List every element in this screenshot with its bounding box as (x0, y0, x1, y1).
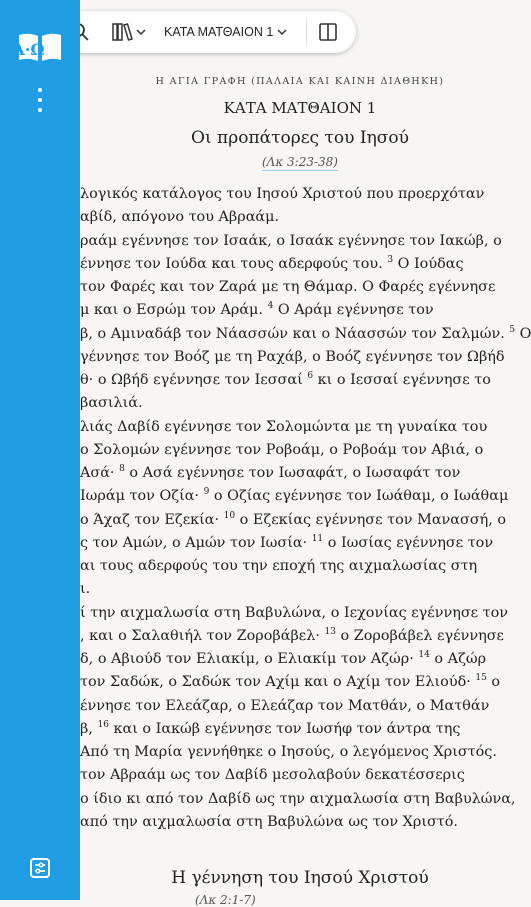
app-logo-icon[interactable] (12, 30, 65, 64)
verse-text: , και ο Σαλαθιήλ τον Ζοροβάβελ· (80, 627, 325, 644)
section-title: Οι προπάτορες του Ιησού (191, 128, 409, 148)
columns-icon (318, 22, 338, 42)
verse-text: ο Εζεκίας εγέννησε τον Μανασσή, ο (235, 511, 507, 528)
chapter-selector-button[interactable] (164, 11, 299, 53)
verse-number: 10 (223, 510, 236, 521)
verse-text: κι ο Ιεσσαί εγέννησε το (313, 372, 491, 388)
chevron-down-icon (277, 27, 287, 37)
verse-text: ο Ζοροβάβελ εγέννησε (335, 627, 504, 644)
verse-number: 4 (267, 301, 274, 312)
verse-text: έννησε τον Ελεάζαρ, ο Ελεάζαρ τον Ματθάν, ο Ματθάν (80, 697, 490, 714)
verse-line (80, 302, 434, 318)
verse-text: θ· ο Ωβήδ εγέννησε τον Ιεσσαί (80, 372, 308, 388)
verse-line (80, 488, 508, 504)
cross-reference-2[interactable]: (Λκ 2:1-7) (195, 893, 256, 907)
book-selector-button[interactable] (112, 11, 152, 53)
verse-line (80, 512, 506, 528)
verse-line (80, 698, 489, 714)
verse-text: τον Φαρές και τον Ζαρά με τη Θάμαρ. Ο Φαρές εγέννησε (80, 279, 496, 295)
verse-text: β, (80, 720, 98, 737)
verse-text: λιάς Δαβίδ εγέννησε τον Σολομώντα με τη γυναίκα του (80, 418, 488, 435)
verse-number: 15 (475, 673, 487, 684)
more-vertical-icon[interactable] (33, 88, 47, 112)
verse-line (80, 372, 491, 388)
verse-line (80, 256, 464, 272)
verse-line (80, 349, 505, 365)
verse-text: από την αιχμαλωσία στη Βαβυλώνα ως τον Χριστό. (80, 813, 459, 830)
verse-line (80, 674, 500, 690)
verse-text: και ο Ιακώβ εγέννησε τον Ιωσήφ τον άντρα της (108, 720, 461, 737)
verse-text: αβίδ, απόγονο του Αβραάμ. (80, 209, 280, 226)
verse-line (80, 814, 458, 830)
verse-text: ι. (80, 581, 91, 598)
verse-line (80, 326, 531, 342)
verse-text: τον Σαδώκ, ο Σαδώκ τον Αχίμ και ο Αχίμ τον Ελιούδ· (80, 674, 476, 691)
verse-line (80, 535, 493, 551)
source-title: Η ΑΓΙΑ ΓΡΑΦΗ (ΠΑΛΑΙΑ ΚΑΙ ΚΑΙΝΗ ΔΙΑΘΗΚΗ) (155, 76, 445, 87)
verse-number: 16 (97, 719, 109, 730)
verse-text: Ο Ιούδας (393, 255, 464, 272)
verse-line (80, 186, 484, 202)
verse-number: 13 (324, 626, 336, 637)
verse-number: 8 (119, 464, 125, 475)
verse-line (80, 233, 502, 249)
verse-line (80, 209, 279, 225)
verse-text: βασιλιά. (80, 395, 143, 412)
verse-text: ο Ασά εγέννησε τον Ιωσαφάτ, ο Ιωσαφάτ τον (124, 465, 461, 481)
parallel-view-button[interactable] (318, 11, 342, 53)
verse-line (80, 744, 497, 760)
verse-text: ο Άχαζ τον Εζεκία· (80, 511, 224, 528)
book-title: ΚΑΤΑ ΜΑΤΘΑΙΟΝ 1 (223, 99, 377, 117)
verse-text: ο Σολομών εγέννησε τον Ροβοάμ, ο Ροβοάμ τον Αβιά, ο (80, 441, 484, 458)
chevron-down-icon (136, 27, 146, 37)
verse-number: 5 (509, 324, 516, 335)
reader-toolbar (40, 11, 356, 53)
sidebar (0, 0, 80, 900)
verse-line (80, 605, 508, 621)
verse-number: 14 (418, 650, 430, 661)
verse-text: Ο Αράμ εγέννησε τον (273, 302, 434, 319)
cross-reference[interactable] (80, 155, 520, 169)
verse-text: ο ίδιο κι από τον Δαβίδ ως την αιχμαλωσία στη Βαβυλώνα, (80, 790, 516, 807)
verse-text: Ασά· (80, 465, 120, 481)
verse-line (80, 279, 495, 295)
verse-line (80, 558, 477, 574)
toolbar-divider (306, 19, 307, 45)
verse-text: Από τη Μαρία γεννήθηκε ο Ιησούς, ο λεγόμενος Χριστός. (80, 744, 497, 760)
verse-number: 11 (311, 533, 324, 544)
verse-text: ς τον Αμών, ο Αμών τον Ιωσία· (80, 534, 312, 551)
verse-text: γέννησε τον Βοόζ με τη Ραχάβ, ο Βοόζ εγέννησε τον Ωβήδ (80, 348, 505, 365)
verse-text: ραάμ εγέννησε τον Ισαάκ, ο Ισαάκ εγέννησε τον Ιακώβ, ο (80, 232, 502, 249)
verse-text: Ιωράμ τον Οζία· (80, 488, 204, 505)
verse-text: τον Αβραάμ ως τον Δαβίδ μεσολαβούν δεκατέσσερις (80, 767, 465, 784)
book-icon (112, 22, 134, 42)
verse-text: μ και ο Εσρώμ τον Αράμ. (80, 302, 268, 319)
verse-line (80, 767, 465, 783)
verse-text: ο (486, 674, 501, 691)
verse-text: αι τους αδερφούς του την εποχή της αιχμαλωσίας στη (80, 558, 478, 574)
verse-text: ί την αιχμαλωσία στη Βαβυλώνα, ο Ιεχονίας εγέννησε τον (80, 604, 509, 621)
verse-text: β, ο Αμιναδάβ τον Νάασσών και ο Νάασσών τον Σαλμών. (80, 325, 510, 342)
verse-text: Ο (515, 325, 531, 342)
section-title-2: Η γέννηση του Ιησού Χριστού (171, 868, 429, 888)
verse-number: 3 (387, 254, 394, 265)
verse-line (80, 651, 486, 667)
cross-reference-link[interactable]: (Λκ 3:23-38) (262, 155, 338, 169)
logo-alpha: Α·Ω (12, 40, 45, 59)
verse-text: ο Αζώρ (429, 651, 487, 667)
verse-line (80, 721, 460, 737)
verse-text: δ, ο Αβιούδ τον Ελιακίμ, ο Ελιακίμ τον Αζώρ· (80, 651, 419, 667)
verse-number: 6 (307, 371, 314, 382)
verse-line (80, 628, 504, 644)
chapter-label: ΚΑΤΑ ΜΑΤΘΑΙΟΝ 1 (164, 25, 274, 39)
verse-text: ο Οζίας εγέννησε τον Ιωάθαμ, ο Ιωάθαμ (209, 488, 509, 505)
verse-line (80, 395, 143, 411)
verse-text: έννησε τον Ιούδα και τους αδερφούς του. (80, 255, 388, 272)
verse-text: ο Ιωσίας εγέννησε τον (323, 534, 494, 551)
verse-line (80, 465, 460, 481)
verse-number: 9 (203, 487, 210, 498)
verse-line (80, 581, 90, 597)
verse-line (80, 419, 487, 435)
verse-line (80, 442, 483, 458)
settings-sliders-icon[interactable] (28, 856, 52, 880)
verse-line (80, 791, 516, 807)
verse-text: λογικός κατάλογος του Ιησού Χριστού που προερχόταν (80, 186, 485, 202)
